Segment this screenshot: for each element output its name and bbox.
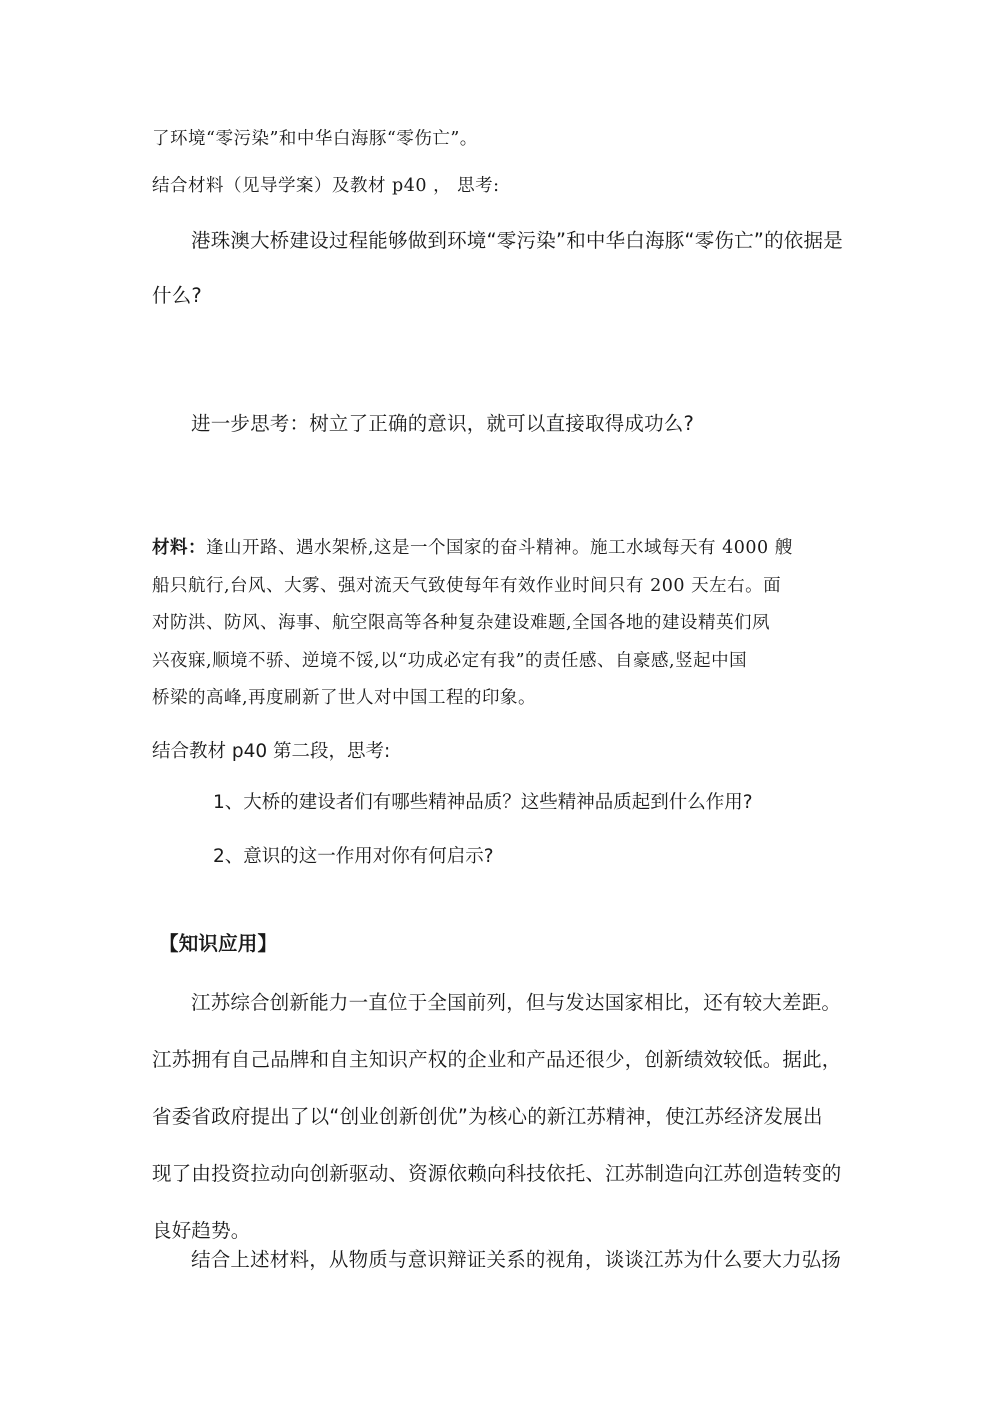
material-text: 逢山开路、遇水架桥,这是一个国家的奋斗精神。施工水域每天有 4000 艘 (206, 538, 793, 558)
question-text-continued: 什么? (152, 284, 202, 307)
material-line: 桥梁的高峰,再度刷新了世人对中国工程的印象。 (152, 688, 537, 708)
application-question: 结合上述材料，从物质与意识辩证关系的视角，谈谈江苏为什么要大力弘扬 (191, 1248, 842, 1271)
question-text: 港珠澳大桥建设过程能够做到环境“零污染”和中华白海豚“零伤亡”的依据是 (191, 229, 843, 252)
application-line: 江苏综合创新能力一直位于全国前列，但与发达国家相比，还有较大差距。 (191, 991, 842, 1014)
material-prompt: 结合教材 p40 第二段，思考: (152, 741, 391, 762)
further-question: 进一步思考：树立了正确的意识，就可以直接取得成功么? (191, 412, 695, 435)
material-line (152, 540, 852, 578)
application-line: 江苏拥有自己品牌和自主知识产权的企业和产品还很少，创新绩效较低。据此， (152, 1048, 842, 1071)
material-question-2: 2、意识的这一作用对你有何启示? (213, 846, 494, 867)
application-line: 良好趋势。 (152, 1219, 251, 1242)
intro-line: 了环境“零污染”和中华白海豚“零伤亡”。 (152, 129, 478, 149)
material-label: 材料： (152, 538, 206, 558)
application-line: 省委省政府提出了以“创业创新创优”为核心的新江苏精神，使江苏经济发展出 (152, 1105, 823, 1128)
application-paragraph (152, 993, 842, 1278)
material-line: 船只航行,台风、大雾、强对流天气致使每年有效作业时间只有 200 天左右。面 (152, 575, 782, 596)
section-heading: 【知识应用】 (159, 932, 278, 955)
material-line: 对防洪、防风、海事、航空限高等各种复杂建设难题,全国各地的建设精英们夙 (152, 613, 771, 633)
material-question-1: 1、大桥的建设者们有哪些精神品质？这些精神品质起到什么作用? (213, 792, 753, 813)
intro-instruction: 结合材料（见导学案）及教材 p40 ， 思考: (152, 176, 500, 196)
application-line: 现了由投资拉动向创新驱动、资源依赖向科技依托、江苏制造向江苏创造转变的 (152, 1162, 842, 1185)
material-block (152, 540, 852, 728)
material-line: 兴夜寐,顺境不骄、逆境不馁,以“功成必定有我”的责任感、自豪感,竖起中国 (152, 650, 748, 671)
